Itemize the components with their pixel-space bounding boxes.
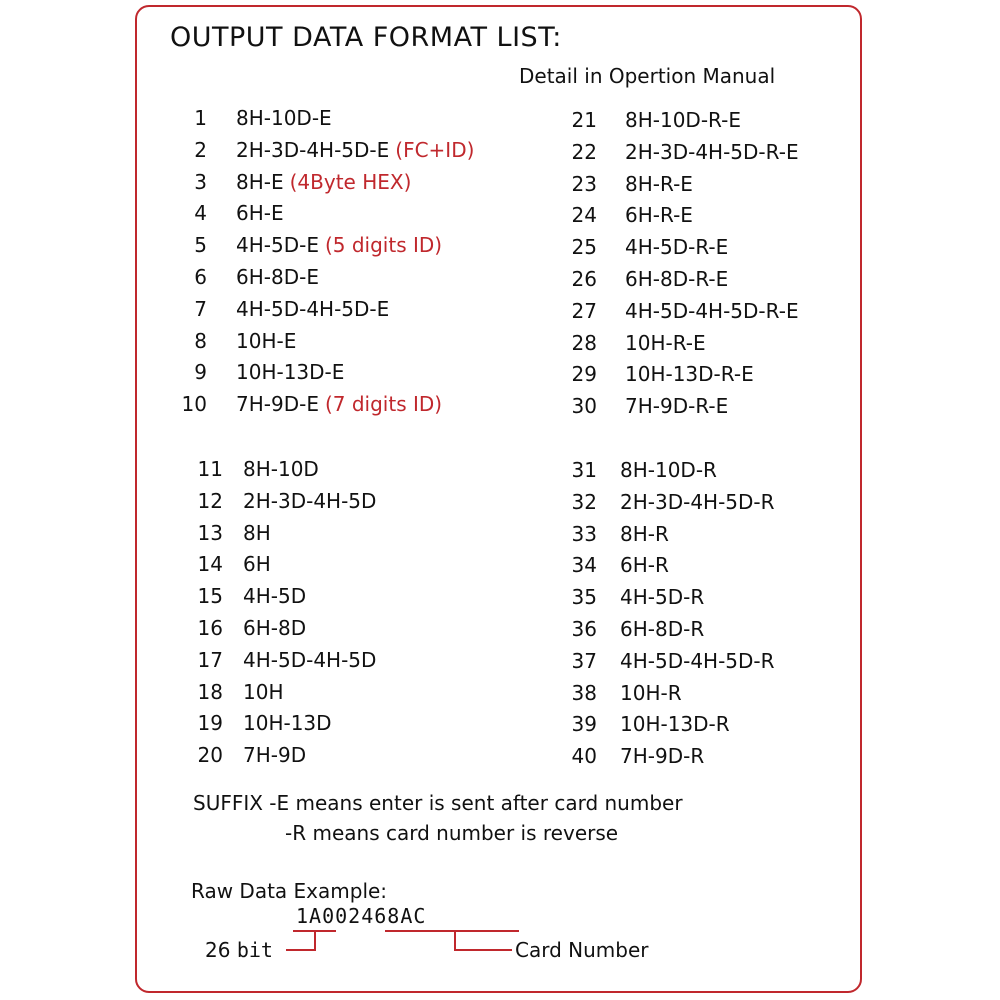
format-number: 17 xyxy=(197,647,223,672)
format-code-text: 10H-13D xyxy=(243,711,332,736)
format-code-text: 8H-10D xyxy=(243,457,319,481)
format-code-text: 10H-E xyxy=(236,328,297,353)
format-code-text: 6H xyxy=(243,552,271,577)
format-number: 35 xyxy=(571,585,597,610)
format-code-text: 10H-13D-R-E xyxy=(625,362,754,387)
format-number: 12 xyxy=(197,488,223,513)
format-code-text: 4H-5D-R-E xyxy=(625,235,729,260)
format-number: 38 xyxy=(571,680,597,705)
format-number: 10 xyxy=(181,392,207,417)
format-number: 7 xyxy=(194,296,207,321)
raw-data-label: Raw Data Example: xyxy=(191,879,388,903)
format-code-text: 10H-R-E xyxy=(625,330,706,355)
format-code-text: 8H-R xyxy=(620,521,669,546)
format-code-text: 4H-5D-R xyxy=(620,585,705,610)
format-code-text: 8H xyxy=(243,520,271,545)
format-code-text: 7H-9D xyxy=(243,743,307,768)
format-code-text: 8H-R-E xyxy=(625,171,693,196)
format-code-text: 4H-5D-E xyxy=(236,233,319,258)
format-number: 34 xyxy=(571,553,597,578)
format-number: 9 xyxy=(194,360,207,385)
format-number: 16 xyxy=(197,616,223,640)
format-number: 31 xyxy=(571,458,597,482)
format-code-text: 6H-8D-R xyxy=(620,617,705,641)
format-number: 11 xyxy=(197,457,223,481)
format-note: (7 digits ID) xyxy=(324,392,443,417)
suffix-line-e: SUFFIX -E means enter is sent after card number xyxy=(193,791,683,815)
format-number: 1 xyxy=(194,106,207,130)
format-number: 37 xyxy=(571,648,597,673)
format-number: 25 xyxy=(571,235,597,260)
format-number: 19 xyxy=(197,711,223,736)
format-code-text: 6H-8D-E xyxy=(236,265,319,289)
format-code-text: 2H-3D-4H-5D-R-E xyxy=(625,139,799,164)
format-note: (FC+ID) xyxy=(395,137,475,162)
format-number: 8 xyxy=(194,328,207,353)
format-code-text: 10H-13D-E xyxy=(236,360,345,385)
format-number: 36 xyxy=(571,617,597,641)
format-note: (4Byte HEX) xyxy=(289,169,412,194)
format-code-text: 8H-10D-R-E xyxy=(625,108,741,132)
format-number: 3 xyxy=(194,169,207,194)
document-subtitle: Detail in Opertion Manual xyxy=(519,64,776,88)
format-code-text: 6H-E xyxy=(236,201,284,226)
format-code-text: 8H-10D-R xyxy=(620,458,717,482)
format-number: 2 xyxy=(194,137,207,162)
format-code-text: 4H-5D-4H-5D-R xyxy=(620,648,775,673)
format-number: 27 xyxy=(571,298,597,323)
format-number: 23 xyxy=(571,171,597,196)
format-code-text: 7H-9D-R-E xyxy=(625,394,729,419)
bit-bracket xyxy=(286,931,336,950)
format-number: 24 xyxy=(571,203,597,228)
card-number-bracket xyxy=(385,931,519,950)
format-number: 20 xyxy=(197,743,223,768)
document-title: OUTPUT DATA FORMAT LIST: xyxy=(170,22,562,53)
format-code-text: 10H xyxy=(243,679,284,704)
format-code-text: 7H-9D-R xyxy=(620,744,705,769)
format-number: 5 xyxy=(194,233,207,258)
format-code-text: 6H-R xyxy=(620,553,669,578)
format-number: 30 xyxy=(571,394,597,419)
format-code-text: 2H-3D-4H-5D xyxy=(243,488,377,513)
format-code-text: 6H-8D-R-E xyxy=(625,267,729,291)
suffix-line-r: -R means card number is reverse xyxy=(285,821,619,845)
bit-length-number: 26 xyxy=(205,938,231,962)
format-number: 6 xyxy=(194,265,207,289)
format-note: (5 digits ID) xyxy=(324,233,443,258)
format-number: 29 xyxy=(571,362,597,387)
format-number: 32 xyxy=(571,489,597,514)
format-number: 22 xyxy=(571,139,597,164)
format-code-text: 8H-E xyxy=(236,169,284,194)
card-number-label: Card Number xyxy=(515,938,649,962)
format-code-text: 4H-5D xyxy=(243,584,307,609)
format-number: 14 xyxy=(197,552,223,577)
format-code-text: 2H-3D-4H-5D-E xyxy=(236,137,390,162)
bit-word: bit xyxy=(236,938,273,962)
raw-data-characters: 1A002468AC xyxy=(296,904,427,928)
format-number: 18 xyxy=(197,679,223,704)
format-code-text: 2H-3D-4H-5D-R xyxy=(620,489,775,514)
format-code-text: 4H-5D-4H-5D-E xyxy=(236,296,390,321)
format-code-text: 6H-8D xyxy=(243,616,307,640)
format-code-text: 4H-5D-4H-5D xyxy=(243,647,377,672)
format-code-text: 7H-9D-E xyxy=(236,392,319,417)
format-number: 39 xyxy=(571,712,597,737)
format-number: 28 xyxy=(571,330,597,355)
format-number: 15 xyxy=(197,584,223,609)
format-code-text: 4H-5D-4H-5D-R-E xyxy=(625,298,799,323)
format-code-text: 8H-10D-E xyxy=(236,106,332,130)
format-code-text: 10H-R xyxy=(620,680,682,705)
format-number: 21 xyxy=(571,108,597,132)
format-code-text: 6H-R-E xyxy=(625,203,693,228)
format-number: 13 xyxy=(197,520,223,545)
format-number: 26 xyxy=(571,267,597,291)
format-number: 4 xyxy=(194,201,207,226)
format-number: 33 xyxy=(571,521,597,546)
format-number: 40 xyxy=(571,744,597,769)
format-code-text: 10H-13D-R xyxy=(620,712,730,737)
